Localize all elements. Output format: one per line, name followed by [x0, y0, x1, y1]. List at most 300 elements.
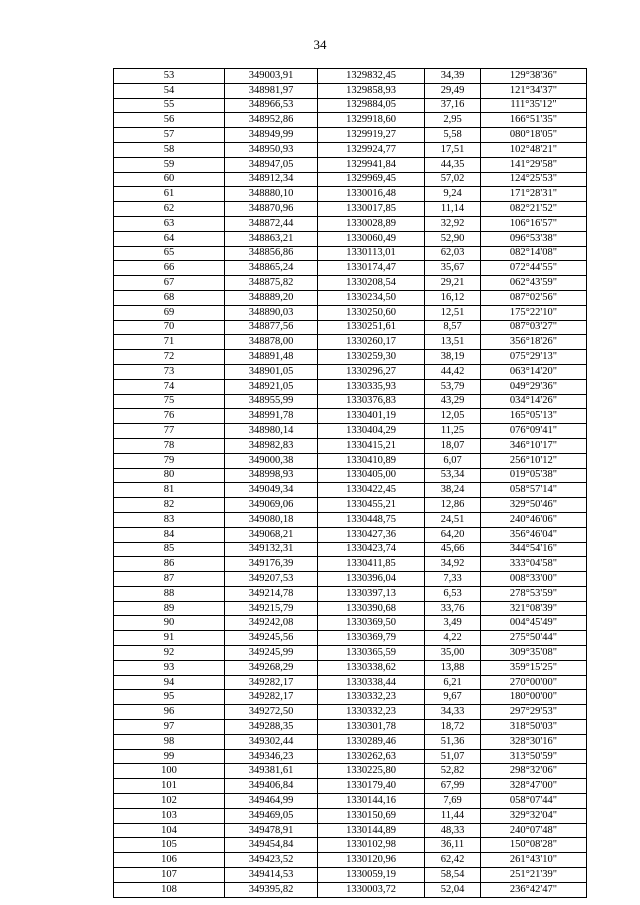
bearing-cell: 102°48'21"	[481, 142, 587, 157]
distance-cell: 2,95	[425, 113, 481, 128]
y-coordinate-cell: 1330289,46	[318, 734, 425, 749]
y-coordinate-cell: 1330028,89	[318, 216, 425, 231]
table-row	[114, 409, 587, 424]
table-row	[114, 601, 587, 616]
point-number-cell: 105	[114, 838, 225, 853]
point-number-cell: 91	[114, 631, 225, 646]
distance-cell: 53,79	[425, 379, 481, 394]
y-coordinate-cell: 1330225,80	[318, 764, 425, 779]
table-row	[114, 128, 587, 143]
y-coordinate-cell: 1330396,04	[318, 572, 425, 587]
point-number-cell: 71	[114, 335, 225, 350]
x-coordinate-cell: 348877,56	[225, 320, 318, 335]
distance-cell: 48,33	[425, 823, 481, 838]
distance-cell: 64,20	[425, 527, 481, 542]
bearing-cell: 251°21'39"	[481, 868, 587, 883]
bearing-cell: 049°29'36"	[481, 379, 587, 394]
distance-cell: 6,21	[425, 675, 481, 690]
table-row	[114, 379, 587, 394]
x-coordinate-cell: 349132,31	[225, 542, 318, 557]
point-number-cell: 107	[114, 868, 225, 883]
coordinates-table	[113, 68, 587, 898]
bearing-cell: 019°05'38"	[481, 468, 587, 483]
bearing-cell: 121°34'37"	[481, 83, 587, 98]
distance-cell: 52,04	[425, 882, 481, 897]
y-coordinate-cell: 1330376,83	[318, 394, 425, 409]
point-number-cell: 87	[114, 572, 225, 587]
table-row	[114, 868, 587, 883]
x-coordinate-cell: 348921,05	[225, 379, 318, 394]
y-coordinate-cell: 1330059,19	[318, 868, 425, 883]
table-row	[114, 290, 587, 305]
bearing-cell: 082°21'52"	[481, 202, 587, 217]
x-coordinate-cell: 348966,53	[225, 98, 318, 113]
bearing-cell: 082°14'08"	[481, 246, 587, 261]
bearing-cell: 329°32'04"	[481, 808, 587, 823]
point-number-cell: 95	[114, 690, 225, 705]
y-coordinate-cell: 1330369,50	[318, 616, 425, 631]
bearing-cell: 150°08'28"	[481, 838, 587, 853]
y-coordinate-cell: 1330208,54	[318, 276, 425, 291]
point-number-cell: 80	[114, 468, 225, 483]
table-row	[114, 557, 587, 572]
distance-cell: 52,90	[425, 231, 481, 246]
point-number-cell: 97	[114, 720, 225, 735]
bearing-cell: 261°43'10"	[481, 853, 587, 868]
point-number-cell: 65	[114, 246, 225, 261]
x-coordinate-cell: 349214,78	[225, 586, 318, 601]
table-row	[114, 705, 587, 720]
x-coordinate-cell: 349242,08	[225, 616, 318, 631]
table-row	[114, 394, 587, 409]
bearing-cell: 165°05'13"	[481, 409, 587, 424]
point-number-cell: 69	[114, 305, 225, 320]
x-coordinate-cell: 349215,79	[225, 601, 318, 616]
bearing-cell: 240°46'06"	[481, 512, 587, 527]
y-coordinate-cell: 1329884,05	[318, 98, 425, 113]
table-row	[114, 586, 587, 601]
distance-cell: 52,82	[425, 764, 481, 779]
point-number-cell: 85	[114, 542, 225, 557]
table-row	[114, 823, 587, 838]
distance-cell: 33,76	[425, 601, 481, 616]
y-coordinate-cell: 1330410,89	[318, 453, 425, 468]
y-coordinate-cell: 1330455,21	[318, 498, 425, 513]
y-coordinate-cell: 1330144,16	[318, 794, 425, 809]
distance-cell: 62,03	[425, 246, 481, 261]
bearing-cell: 275°50'44"	[481, 631, 587, 646]
table-row	[114, 305, 587, 320]
y-coordinate-cell: 1330113,01	[318, 246, 425, 261]
y-coordinate-cell: 1330332,23	[318, 690, 425, 705]
y-coordinate-cell: 1330150,69	[318, 808, 425, 823]
point-number-cell: 73	[114, 364, 225, 379]
x-coordinate-cell: 349464,99	[225, 794, 318, 809]
distance-cell: 35,67	[425, 261, 481, 276]
point-number-cell: 56	[114, 113, 225, 128]
bearing-cell: 096°53'38"	[481, 231, 587, 246]
point-number-cell: 84	[114, 527, 225, 542]
point-number-cell: 57	[114, 128, 225, 143]
bearing-cell: 004°45'49"	[481, 616, 587, 631]
y-coordinate-cell: 1329919,27	[318, 128, 425, 143]
distance-cell: 9,67	[425, 690, 481, 705]
distance-cell: 34,39	[425, 69, 481, 84]
table-row	[114, 734, 587, 749]
table-row	[114, 779, 587, 794]
x-coordinate-cell: 349406,84	[225, 779, 318, 794]
x-coordinate-cell: 348949,99	[225, 128, 318, 143]
x-coordinate-cell: 349003,91	[225, 69, 318, 84]
point-number-cell: 100	[114, 764, 225, 779]
bearing-cell: 313°50'59"	[481, 749, 587, 764]
distance-cell: 29,49	[425, 83, 481, 98]
distance-cell: 6,53	[425, 586, 481, 601]
bearing-cell: 329°50'46"	[481, 498, 587, 513]
y-coordinate-cell: 1330259,30	[318, 350, 425, 365]
point-number-cell: 90	[114, 616, 225, 631]
y-coordinate-cell: 1330365,59	[318, 646, 425, 661]
y-coordinate-cell: 1330405,00	[318, 468, 425, 483]
distance-cell: 24,51	[425, 512, 481, 527]
x-coordinate-cell: 349245,99	[225, 646, 318, 661]
point-number-cell: 70	[114, 320, 225, 335]
x-coordinate-cell: 349207,53	[225, 572, 318, 587]
bearing-cell: 058°07'44"	[481, 794, 587, 809]
distance-cell: 6,07	[425, 453, 481, 468]
point-number-cell: 103	[114, 808, 225, 823]
point-number-cell: 104	[114, 823, 225, 838]
table-row	[114, 320, 587, 335]
distance-cell: 17,51	[425, 142, 481, 157]
distance-cell: 58,54	[425, 868, 481, 883]
distance-cell: 51,36	[425, 734, 481, 749]
table-row	[114, 616, 587, 631]
bearing-cell: 240°07'48"	[481, 823, 587, 838]
table-row	[114, 749, 587, 764]
bearing-cell: 111°35'12"	[481, 98, 587, 113]
table-row	[114, 660, 587, 675]
x-coordinate-cell: 349454,84	[225, 838, 318, 853]
distance-cell: 11,44	[425, 808, 481, 823]
table-row	[114, 838, 587, 853]
y-coordinate-cell: 1330338,44	[318, 675, 425, 690]
table-row	[114, 882, 587, 897]
distance-cell: 12,51	[425, 305, 481, 320]
x-coordinate-cell: 348947,05	[225, 157, 318, 172]
distance-cell: 34,92	[425, 557, 481, 572]
coordinates-table-body	[114, 69, 587, 898]
point-number-cell: 61	[114, 187, 225, 202]
distance-cell: 37,16	[425, 98, 481, 113]
y-coordinate-cell: 1330369,79	[318, 631, 425, 646]
x-coordinate-cell: 348950,93	[225, 142, 318, 157]
point-number-cell: 59	[114, 157, 225, 172]
distance-cell: 12,05	[425, 409, 481, 424]
point-number-cell: 86	[114, 557, 225, 572]
bearing-cell: 333°04'58"	[481, 557, 587, 572]
point-number-cell: 75	[114, 394, 225, 409]
page-number: 34	[313, 37, 327, 52]
distance-cell: 36,11	[425, 838, 481, 853]
bearing-cell: 124°25'53"	[481, 172, 587, 187]
x-coordinate-cell: 348891,48	[225, 350, 318, 365]
x-coordinate-cell: 349478,91	[225, 823, 318, 838]
x-coordinate-cell: 348982,83	[225, 438, 318, 453]
distance-cell: 13,51	[425, 335, 481, 350]
x-coordinate-cell: 348991,78	[225, 409, 318, 424]
point-number-cell: 83	[114, 512, 225, 527]
x-coordinate-cell: 348901,05	[225, 364, 318, 379]
x-coordinate-cell: 348890,03	[225, 305, 318, 320]
point-number-cell: 54	[114, 83, 225, 98]
x-coordinate-cell: 348880,10	[225, 187, 318, 202]
x-coordinate-cell: 348865,24	[225, 261, 318, 276]
table-row	[114, 350, 587, 365]
bearing-cell: 256°10'12"	[481, 453, 587, 468]
distance-cell: 35,00	[425, 646, 481, 661]
distance-cell: 57,02	[425, 172, 481, 187]
y-coordinate-cell: 1329858,93	[318, 83, 425, 98]
y-coordinate-cell: 1330397,13	[318, 586, 425, 601]
point-number-cell: 67	[114, 276, 225, 291]
bearing-cell: 356°46'04"	[481, 527, 587, 542]
y-coordinate-cell: 1329918,60	[318, 113, 425, 128]
y-coordinate-cell: 1330016,48	[318, 187, 425, 202]
x-coordinate-cell: 349000,38	[225, 453, 318, 468]
y-coordinate-cell: 1330003,72	[318, 882, 425, 897]
table-row	[114, 83, 587, 98]
table-row	[114, 720, 587, 735]
bearing-cell: 166°51'35"	[481, 113, 587, 128]
y-coordinate-cell: 1330332,23	[318, 705, 425, 720]
x-coordinate-cell: 349049,34	[225, 483, 318, 498]
y-coordinate-cell: 1329832,45	[318, 69, 425, 84]
point-number-cell: 63	[114, 216, 225, 231]
table-row	[114, 646, 587, 661]
x-coordinate-cell: 348870,96	[225, 202, 318, 217]
y-coordinate-cell: 1330017,85	[318, 202, 425, 217]
bearing-cell: 034°14'26"	[481, 394, 587, 409]
x-coordinate-cell: 349080,18	[225, 512, 318, 527]
point-number-cell: 68	[114, 290, 225, 305]
bearing-cell: 270°00'00"	[481, 675, 587, 690]
bearing-cell: 297°29'53"	[481, 705, 587, 720]
distance-cell: 44,42	[425, 364, 481, 379]
table-row	[114, 542, 587, 557]
bearing-cell: 087°03'27"	[481, 320, 587, 335]
bearing-cell: 180°00'00"	[481, 690, 587, 705]
bearing-cell: 236°42'47"	[481, 882, 587, 897]
distance-cell: 53,34	[425, 468, 481, 483]
x-coordinate-cell: 348872,44	[225, 216, 318, 231]
x-coordinate-cell: 348875,82	[225, 276, 318, 291]
bearing-cell: 321°08'39"	[481, 601, 587, 616]
distance-cell: 51,07	[425, 749, 481, 764]
point-number-cell: 98	[114, 734, 225, 749]
bearing-cell: 062°43'59"	[481, 276, 587, 291]
y-coordinate-cell: 1329969,45	[318, 172, 425, 187]
distance-cell: 11,14	[425, 202, 481, 217]
x-coordinate-cell: 348856,86	[225, 246, 318, 261]
x-coordinate-cell: 349282,17	[225, 675, 318, 690]
distance-cell: 7,69	[425, 794, 481, 809]
bearing-cell: 141°29'58"	[481, 157, 587, 172]
point-number-cell: 74	[114, 379, 225, 394]
point-number-cell: 92	[114, 646, 225, 661]
point-number-cell: 93	[114, 660, 225, 675]
point-number-cell: 79	[114, 453, 225, 468]
y-coordinate-cell: 1330427,36	[318, 527, 425, 542]
distance-cell: 44,35	[425, 157, 481, 172]
bearing-cell: 171°28'31"	[481, 187, 587, 202]
distance-cell: 13,88	[425, 660, 481, 675]
y-coordinate-cell: 1330335,93	[318, 379, 425, 394]
bearing-cell: 328°47'00"	[481, 779, 587, 794]
bearing-cell: 344°54'16"	[481, 542, 587, 557]
point-number-cell: 106	[114, 853, 225, 868]
y-coordinate-cell: 1330404,29	[318, 424, 425, 439]
y-coordinate-cell: 1330120,96	[318, 853, 425, 868]
point-number-cell: 58	[114, 142, 225, 157]
distance-cell: 4,22	[425, 631, 481, 646]
y-coordinate-cell: 1330250,60	[318, 305, 425, 320]
bearing-cell: 359°15'25"	[481, 660, 587, 675]
table-row	[114, 261, 587, 276]
distance-cell: 32,92	[425, 216, 481, 231]
table-row	[114, 512, 587, 527]
x-coordinate-cell: 349302,44	[225, 734, 318, 749]
table-row	[114, 424, 587, 439]
y-coordinate-cell: 1330301,78	[318, 720, 425, 735]
y-coordinate-cell: 1330415,21	[318, 438, 425, 453]
y-coordinate-cell: 1330179,40	[318, 779, 425, 794]
point-number-cell: 101	[114, 779, 225, 794]
table-row	[114, 187, 587, 202]
distance-cell: 18,07	[425, 438, 481, 453]
point-number-cell: 64	[114, 231, 225, 246]
x-coordinate-cell: 349423,52	[225, 853, 318, 868]
table-row	[114, 69, 587, 84]
bearing-cell: 106°16'57"	[481, 216, 587, 231]
y-coordinate-cell: 1329941,84	[318, 157, 425, 172]
y-coordinate-cell: 1330390,68	[318, 601, 425, 616]
table-row	[114, 468, 587, 483]
table-row	[114, 675, 587, 690]
y-coordinate-cell: 1330401,19	[318, 409, 425, 424]
x-coordinate-cell: 349381,61	[225, 764, 318, 779]
distance-cell: 67,99	[425, 779, 481, 794]
table-row	[114, 113, 587, 128]
point-number-cell: 72	[114, 350, 225, 365]
table-row	[114, 764, 587, 779]
x-coordinate-cell: 348998,93	[225, 468, 318, 483]
point-number-cell: 96	[114, 705, 225, 720]
bearing-cell: 087°02'56"	[481, 290, 587, 305]
x-coordinate-cell: 349282,17	[225, 690, 318, 705]
x-coordinate-cell: 348980,14	[225, 424, 318, 439]
bearing-cell: 278°53'59"	[481, 586, 587, 601]
bearing-cell: 356°18'26"	[481, 335, 587, 350]
point-number-cell: 60	[114, 172, 225, 187]
y-coordinate-cell: 1330411,85	[318, 557, 425, 572]
bearing-cell: 072°44'55"	[481, 261, 587, 276]
y-coordinate-cell: 1330060,49	[318, 231, 425, 246]
point-number-cell: 94	[114, 675, 225, 690]
distance-cell: 62,42	[425, 853, 481, 868]
y-coordinate-cell: 1330260,17	[318, 335, 425, 350]
y-coordinate-cell: 1330144,89	[318, 823, 425, 838]
x-coordinate-cell: 348955,99	[225, 394, 318, 409]
distance-cell: 16,12	[425, 290, 481, 305]
point-number-cell: 55	[114, 98, 225, 113]
distance-cell: 9,24	[425, 187, 481, 202]
point-number-cell: 78	[114, 438, 225, 453]
x-coordinate-cell: 349395,82	[225, 882, 318, 897]
x-coordinate-cell: 349346,23	[225, 749, 318, 764]
distance-cell: 34,33	[425, 705, 481, 720]
y-coordinate-cell: 1330448,75	[318, 512, 425, 527]
table-row	[114, 794, 587, 809]
x-coordinate-cell: 348952,86	[225, 113, 318, 128]
distance-cell: 7,33	[425, 572, 481, 587]
point-number-cell: 76	[114, 409, 225, 424]
table-row	[114, 276, 587, 291]
x-coordinate-cell: 348889,20	[225, 290, 318, 305]
distance-cell: 45,66	[425, 542, 481, 557]
table-row	[114, 808, 587, 823]
point-number-cell: 81	[114, 483, 225, 498]
table-row	[114, 202, 587, 217]
x-coordinate-cell: 348981,97	[225, 83, 318, 98]
point-number-cell: 66	[114, 261, 225, 276]
table-row	[114, 246, 587, 261]
bearing-cell: 298°32'06"	[481, 764, 587, 779]
point-number-cell: 89	[114, 601, 225, 616]
point-number-cell: 99	[114, 749, 225, 764]
x-coordinate-cell: 348912,34	[225, 172, 318, 187]
x-coordinate-cell: 349245,56	[225, 631, 318, 646]
x-coordinate-cell: 349414,53	[225, 868, 318, 883]
y-coordinate-cell: 1330338,62	[318, 660, 425, 675]
bearing-cell: 058°57'14"	[481, 483, 587, 498]
table-row	[114, 453, 587, 468]
y-coordinate-cell: 1330251,61	[318, 320, 425, 335]
x-coordinate-cell: 349176,39	[225, 557, 318, 572]
distance-cell: 3,49	[425, 616, 481, 631]
point-number-cell: 77	[114, 424, 225, 439]
table-row	[114, 527, 587, 542]
distance-cell: 11,25	[425, 424, 481, 439]
x-coordinate-cell: 349272,50	[225, 705, 318, 720]
table-row	[114, 690, 587, 705]
x-coordinate-cell: 349068,21	[225, 527, 318, 542]
distance-cell: 5,58	[425, 128, 481, 143]
distance-cell: 29,21	[425, 276, 481, 291]
table-row	[114, 483, 587, 498]
table-row	[114, 438, 587, 453]
distance-cell: 18,72	[425, 720, 481, 735]
point-number-cell: 53	[114, 69, 225, 84]
x-coordinate-cell: 349069,06	[225, 498, 318, 513]
point-number-cell: 102	[114, 794, 225, 809]
table-row	[114, 335, 587, 350]
distance-cell: 43,29	[425, 394, 481, 409]
table-row	[114, 572, 587, 587]
table-row	[114, 498, 587, 513]
point-number-cell: 82	[114, 498, 225, 513]
y-coordinate-cell: 1330262,63	[318, 749, 425, 764]
